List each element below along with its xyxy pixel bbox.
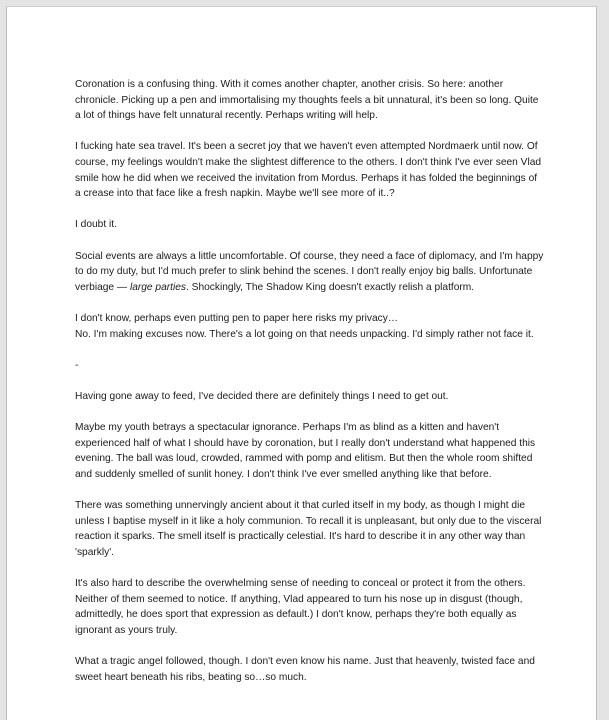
journal-text [75,77,545,701]
paragraph-sea-travel: I fucking hate sea travel. It's been a secret joy that we haven't even attempted Nordmaerk until now. Of course, my feelings wouldn't make the slightest difference to the others. I don't think I've ever seen Vlad smile how he did when we received the invitation from Mordus. Perhaps it has folded the beginnings of a crease into that face like a fresh napkin. Maybe we'll see more of it..? [75,141,542,200]
paragraph-conceal: It's also hard to describe the overwhelming sense of needing to conceal or protect it from the others. Neither of them seemed to notice. If anything, Vlad appeared to turn his nose up in disgust (though, admittedly, he does sport that expression as default.) I don't know, perhaps they're both equally as ignorant as yours truly. [75,578,526,636]
paragraph-youth: Maybe my youth betrays a spectacular ignorance. Perhaps I'm as blind as a kitten and haven't experienced half of what I should have by coronation, but I really don't understand what happened this evening. The ball was loud, crowded, rammed with pomp and elitism. But then the whole room shifted and suddenly smelled of sunlit honey. I don't think I've ever smelled anything like that before. [75,422,536,480]
paragraph-tragic-angel: What a tragic angel followed, though. I don't even know his name. Just that heavenly, twisted face and sweet heart beneath his ribs, beating so…so much. [75,655,535,683]
italic-phrase: large parties [129,281,186,293]
paragraph-coronation: Coronation is a confusing thing. With it comes another chapter, another crisis. So here: another chronicle. Picking up a pen and immortalising my thoughts feels a bit unnatural, it's been so long. Quite a lot of things have felt unnatural recently. Perhaps writing will help. [75,79,539,122]
paragraph-feed: Having gone away to feed, I've decided there are definitely things I need to get out. [75,390,449,402]
paragraph-ancient: There was something unnervingly ancient about it that curled itself in my body, as though I might die unless I baptise myself in it like a holy communion. To recall it is unpleasant, but only due to the visceral reaction it sparks. The smell itself is practically celestial. It's hard to describe it in any other way than 'sparkly'. [75,500,542,558]
section-separator: - [75,359,79,371]
paragraph-doubt: I doubt it. [75,219,117,231]
paragraph-privacy [75,311,545,342]
privacy-line-2: No. I'm making excuses now. There's a lot going on that needs unpacking. I'd simply rather not face it. [75,328,534,340]
privacy-line-1: I don't know, perhaps even putting pen to paper here risks my privacy… [75,312,399,324]
paragraph-social-events-end: . Shockingly, The Shadow King doesn't exactly relish a platform. [186,281,475,293]
document-page [6,6,597,720]
paragraph-social-events [75,249,545,296]
paragraph-social-events-text: Social events are always a little uncomfortable. Of course, they need a face of diplomacy, and I'm happy to do my duty, but I'd much prefer to slink behind the scenes. I don't really enjoy big balls. Unfortunate verbiage — [75,250,544,293]
